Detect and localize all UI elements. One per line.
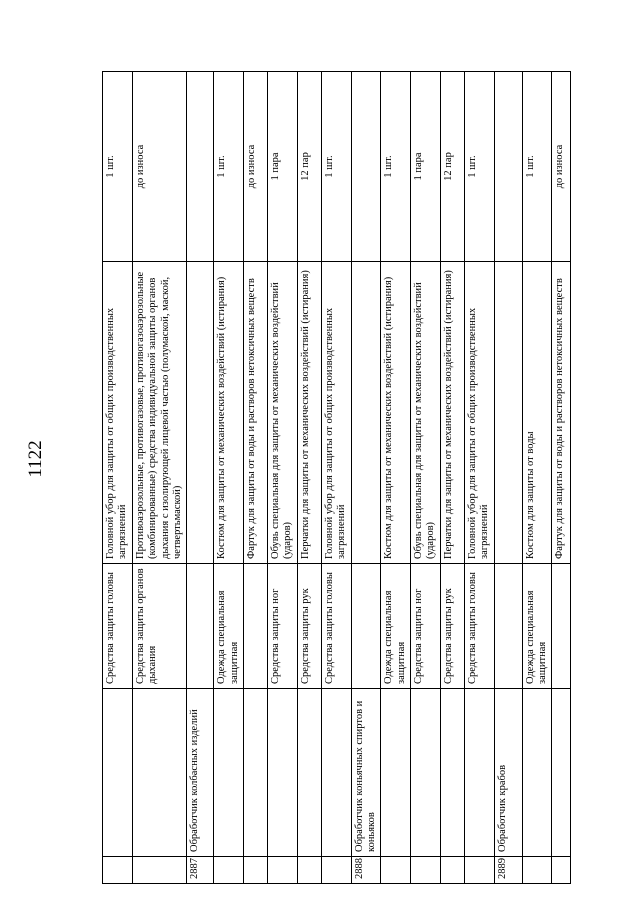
cell-category: Средства защиты рук <box>297 564 321 689</box>
cell-item: Перчатки для защиты от механических воздействий (истирания) <box>440 262 464 564</box>
table-row <box>244 72 268 884</box>
cell-profession <box>268 689 298 857</box>
cell-category <box>187 564 214 689</box>
cell-quantity: 1 шт. <box>321 72 351 262</box>
cell-quantity: 12 пар <box>440 72 464 262</box>
cell-category: Одежда специальная защитная <box>381 564 411 689</box>
cell-profession: Обработчик колбасных изделий <box>187 689 214 857</box>
cell-number: 2888 <box>351 857 381 884</box>
cell-item: Головной убор для защиты от общих производственных загрязнений <box>103 262 133 564</box>
table-row <box>522 72 552 884</box>
cell-number <box>464 857 494 884</box>
cell-profession <box>381 689 411 857</box>
cell-number <box>297 857 321 884</box>
table-row <box>187 72 214 884</box>
cell-quantity <box>494 72 522 262</box>
cell-category: Одежда специальная защитная <box>522 564 552 689</box>
cell-item: Костюм для защиты от механических воздействий (истирания) <box>381 262 411 564</box>
cell-item: Обувь специальная для защиты от механических воздействий (ударов) <box>268 262 298 564</box>
ppe-norms-table <box>102 71 571 884</box>
table-row <box>552 72 571 884</box>
cell-profession <box>411 689 441 857</box>
cell-quantity: 1 шт. <box>464 72 494 262</box>
table-row <box>103 72 133 884</box>
table-row <box>268 72 298 884</box>
cell-item: Головной убор для защиты от общих производственных загрязнений <box>464 262 494 564</box>
cell-number <box>214 857 244 884</box>
table-row <box>351 72 381 884</box>
cell-quantity: 1 шт. <box>522 72 552 262</box>
cell-number <box>244 857 268 884</box>
cell-number <box>411 857 441 884</box>
cell-quantity <box>351 72 381 262</box>
cell-item: Обувь специальная для защиты от механических воздействий (ударов) <box>411 262 441 564</box>
cell-item <box>351 262 381 564</box>
cell-item: Головной убор для защиты от общих производственных загрязнений <box>321 262 351 564</box>
cell-number <box>381 857 411 884</box>
cell-quantity: 1 пара <box>411 72 441 262</box>
cell-profession <box>522 689 552 857</box>
cell-category: Средства защиты ног <box>268 564 298 689</box>
cell-category <box>351 564 381 689</box>
cell-quantity: до износа <box>132 72 187 262</box>
table-row <box>440 72 464 884</box>
cell-profession <box>440 689 464 857</box>
table-row <box>464 72 494 884</box>
table-row <box>214 72 244 884</box>
cell-quantity: 12 пар <box>297 72 321 262</box>
cell-item: Костюм для защиты от воды <box>522 262 552 564</box>
cell-number <box>522 857 552 884</box>
cell-category: Средства защиты органов дыхания <box>132 564 187 689</box>
table-container <box>102 72 566 884</box>
cell-number <box>552 857 571 884</box>
cell-quantity: до износа <box>552 72 571 262</box>
cell-category: Средства защиты рук <box>440 564 464 689</box>
cell-item: Перчатки для защиты от механических воздействий (истирания) <box>297 262 321 564</box>
cell-number: 2889 <box>494 857 522 884</box>
cell-category: Одежда специальная защитная <box>214 564 244 689</box>
cell-profession <box>132 689 187 857</box>
cell-profession: Обработчик коньячных спиртов и коньяков <box>351 689 381 857</box>
cell-profession <box>321 689 351 857</box>
table-row <box>132 72 187 884</box>
cell-profession: Обработчик крабов <box>494 689 522 857</box>
cell-number <box>440 857 464 884</box>
cell-category <box>494 564 522 689</box>
table-row <box>321 72 351 884</box>
cell-quantity: 1 шт. <box>381 72 411 262</box>
cell-category <box>244 564 268 689</box>
cell-profession <box>297 689 321 857</box>
cell-item <box>187 262 214 564</box>
cell-item <box>494 262 522 564</box>
cell-category: Средства защиты головы <box>103 564 133 689</box>
table-row <box>381 72 411 884</box>
cell-quantity: 1 пара <box>268 72 298 262</box>
table-row <box>411 72 441 884</box>
table-row <box>494 72 522 884</box>
cell-number <box>132 857 187 884</box>
cell-item: Фартук для защиты от воды и растворов нетоксичных веществ <box>244 262 268 564</box>
table-row <box>297 72 321 884</box>
cell-item: Костюм для защиты от механических воздействий (истирания) <box>214 262 244 564</box>
cell-category: Средства защиты ног <box>411 564 441 689</box>
cell-profession <box>103 689 133 857</box>
cell-category: Средства защиты головы <box>321 564 351 689</box>
page-number: 1122 <box>25 440 46 478</box>
cell-number <box>268 857 298 884</box>
cell-number: 2887 <box>187 857 214 884</box>
cell-quantity: 1 шт. <box>103 72 133 262</box>
cell-quantity: 1 шт. <box>214 72 244 262</box>
cell-number <box>103 857 133 884</box>
cell-profession <box>214 689 244 857</box>
cell-category <box>552 564 571 689</box>
cell-number <box>321 857 351 884</box>
cell-quantity <box>187 72 214 262</box>
cell-quantity: до износа <box>244 72 268 262</box>
cell-profession <box>552 689 571 857</box>
cell-profession <box>244 689 268 857</box>
cell-category: Средства защиты головы <box>464 564 494 689</box>
cell-profession <box>464 689 494 857</box>
cell-item: Фартук для защиты от воды и растворов нетоксичных веществ <box>552 262 571 564</box>
cell-item: Противоаэрозольные, противогазовые, противогазоаэрозольные (комбинированные) средства индивидуальной защиты органов дыхания с изолирующей лицевой частью (полумаской, маской, четвертьмаской) <box>132 262 187 564</box>
